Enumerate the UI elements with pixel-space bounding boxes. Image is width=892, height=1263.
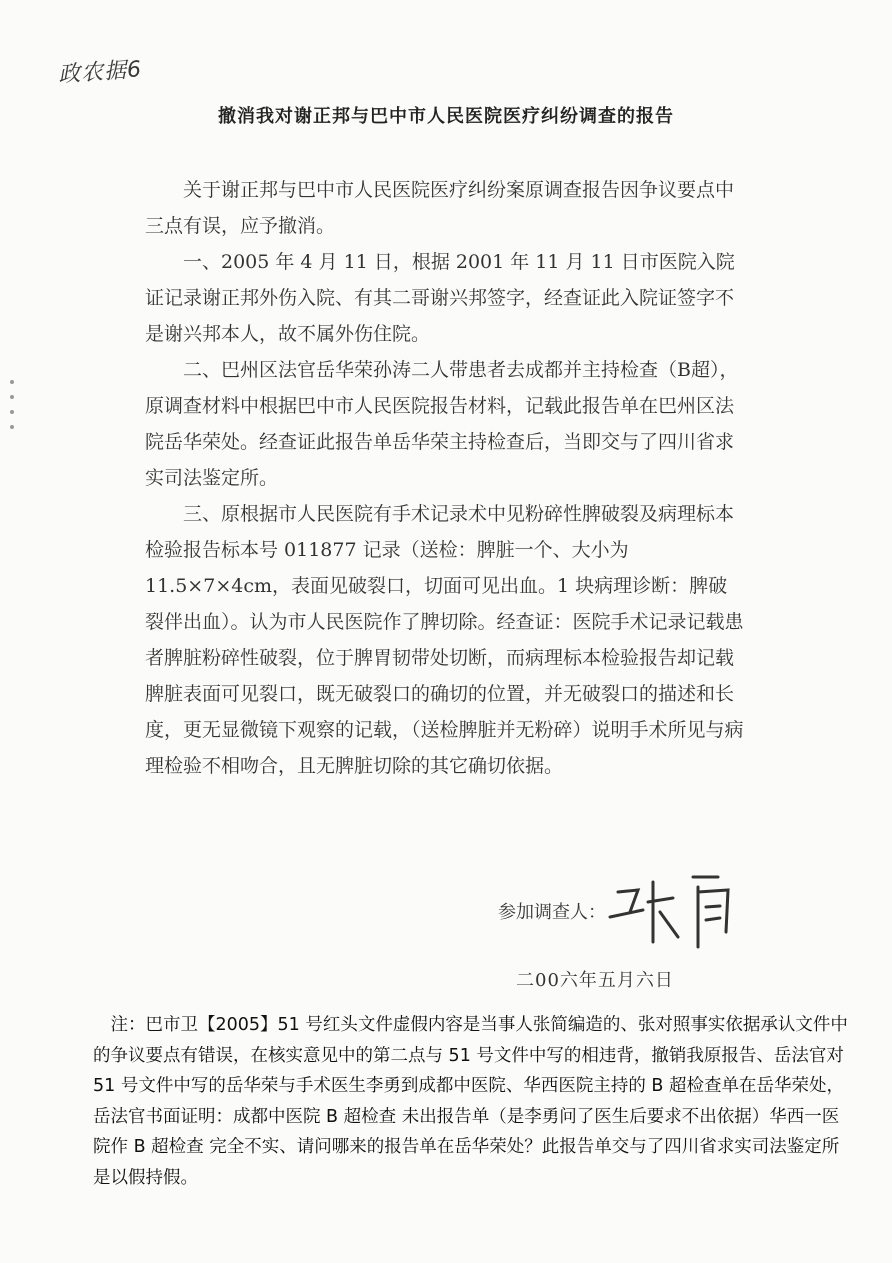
- document-title: 撤消我对谢正邦与巴中市人民医院医疗纠纷调查的报告: [218, 106, 674, 127]
- point-two-paragraph: 二、巴州区法官岳华荣孙涛二人带患者去成都并主持检查（B超），原调查材料中根据巴中市人民医院报告材料，记载此报告单在巴州区法院岳华荣处。经查证此报告单岳华荣主持检查后，当即交与了四川省求实司法鉴定所。: [145, 359, 739, 489]
- intro-paragraph: 关于谢正邦与巴中市人民医院医疗纠纷案原调查报告因争议要点中三点有误，应予撤消。: [145, 179, 735, 237]
- point-three-paragraph: 三、原根据市人民医院有手术记录术中见粉碎性脾破裂及病理标本检验报告标本号 011877 记录（送检：脾脏一个、大小为 11.5×7×4cm，表面见破裂口，切面可见出血。1 块病理诊断：脾破裂伴出血）。认为市人民医院作了脾切除。经查证：医院手术记录记载患者脾脏粉碎性破裂，位于脾胃韧带处切断，而病理标本检验报告却记载脾脏表面可见裂口，既无破裂口的确切的位置，并无破裂口的描述和长度，更无显微镜下观察的记载，（送检脾脏并无粉碎）说明手术所见与病理检验不相吻合，且无脾脏切除的其它确切依据。: [145, 503, 744, 777]
- handwritten-reference-mark: 政农据6: [57, 57, 143, 88]
- signature-label: 参加调查人：: [498, 902, 606, 923]
- binder-hole-marks: [10, 0, 18, 1263]
- document-date: 二00六年五月六日: [516, 970, 674, 991]
- handwritten-note: 注：巴市卫【2005】51 号红头文件虚假内容是当事人张简编造的、张对照事实依据承认文件中的争议要点有错误，在核实意见中的第二点与 51 号文件中写的相违背，撤销我原报告、岳法官对 51 号文件中写的岳华荣与手术医生李勇到成都中医院、华西医院主持的 B 超检查单在岳华荣处，岳法官书面证明：成都中医院 B 超检查 未出报告单（是李勇问了医生后要求不出依据）华西一医院作 B 超检查 完全不实、请问哪来的报告单在岳华荣处？此报告单交与了四川省求实司法鉴定所 是以假持假。: [93, 1015, 848, 1188]
- signature-block: [498, 882, 798, 962]
- point-one-paragraph: 一、2005 年 4 月 11 日，根据 2001 年 11 月 11 日市医院入院证记录谢正邦外伤入院、有其二哥谢兴邦签字，经查证此入院证签字不是谢兴邦本人，故不属外伤住院。: [145, 251, 735, 345]
- report-body: [145, 172, 745, 784]
- handwritten-signature: [598, 862, 748, 957]
